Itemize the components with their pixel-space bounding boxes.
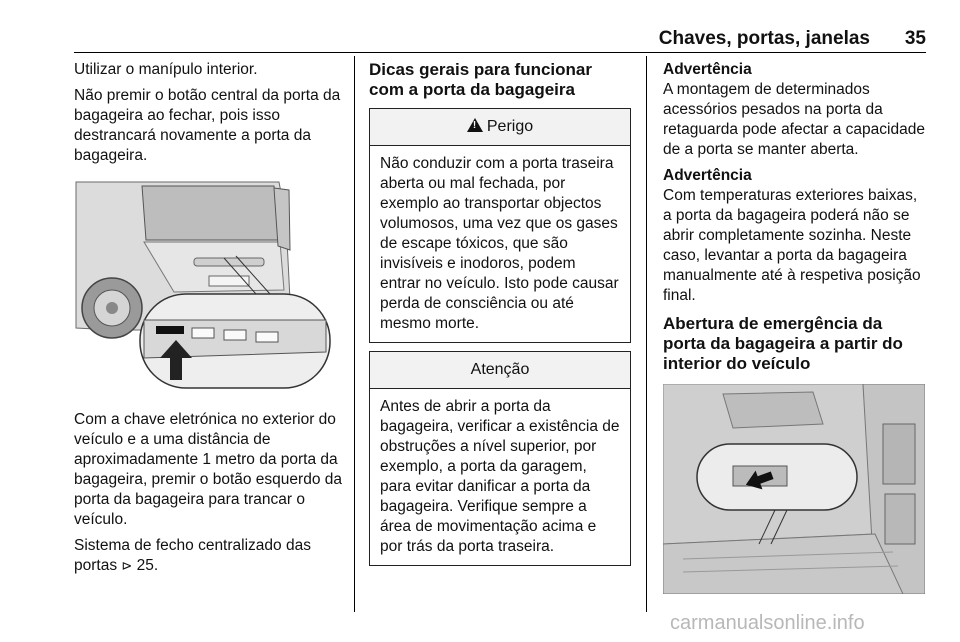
page-number: 35	[904, 28, 926, 49]
caution-text: Antes de abrir a porta da bagageira, verificar a existência de obstruções a nível superior, por exemplo, a porta da garagem, para evitar danificar a porta da bagageira. Verifique sempre a área de movimentação acima e por trás da porta traseira.	[380, 398, 620, 555]
chapter-title: Chaves, portas, janelas	[658, 28, 870, 49]
danger-box	[369, 108, 631, 343]
emergency-release-illustration	[663, 384, 925, 594]
paragraph-electronic-key: Com a chave eletrónica no exterior do veículo e a uma distância de aproximadamente 1 metro da porta da bagageira, premir o botão esquerdo da porta da bagageira para trancar o veículo.	[74, 411, 342, 528]
paragraph-central-locking: Sistema de fecho centralizado das portas ⊳ 25.	[74, 537, 311, 574]
page-header	[74, 28, 926, 50]
column-divider-2	[646, 56, 647, 612]
header-rule	[74, 52, 926, 53]
note-2-body: Com temperaturas exteriores baixas, a porta da bagageira poderá não se abrir completamente sozinha. Neste caso, levantar a porta da bagageira manualmente até à respetiva posição final.	[663, 187, 921, 304]
column-3	[663, 60, 928, 594]
caution-title: Atenção	[370, 352, 630, 389]
caution-box	[369, 351, 631, 566]
tailgate-button-illustration	[74, 180, 344, 392]
danger-header	[370, 109, 630, 146]
page-reference[interactable]: 25.	[136, 557, 159, 574]
danger-title: Perigo	[486, 118, 534, 135]
section-heading-emergency-opening: Abertura de emergência da porta da bagageira a partir do interior do veículo	[663, 314, 903, 373]
paragraph-inner-handle: Utilizar o manípulo interior.	[74, 61, 258, 78]
paragraph-central-button: Não premir o botão central da porta da bagageira ao fechar, pois isso destrancará novamente a porta da bagageira.	[74, 87, 341, 164]
column-1	[74, 60, 344, 582]
note-2-label: Advertência	[663, 167, 752, 184]
note-1-label: Advertência	[663, 61, 752, 78]
danger-text: Não conduzir com a porta traseira aberta ou mal fechada, por exemplo ao transportar objectos volumosos, uma vez que os gases de escape tóxicos, que são invisíveis e inodoros, podem entrar no veículo. Isto pode causar perda de consciência ou até mesmo morte.	[380, 155, 619, 332]
section-heading-general-tips: Dicas gerais para funcionar com a porta da bagageira	[369, 60, 592, 99]
column-divider-1	[354, 56, 355, 612]
note-2	[663, 166, 928, 306]
watermark: carmanualsonline.info	[670, 612, 865, 634]
warning-triangle-icon	[467, 118, 483, 132]
reference-arrow-icon: ⊳	[121, 558, 133, 573]
note-1	[663, 60, 928, 160]
column-2	[369, 60, 631, 574]
note-1-body: A montagem de determinados acessórios pesados na porta da retaguarda pode afectar a capacidade de a porta se manter aberta.	[663, 81, 925, 158]
